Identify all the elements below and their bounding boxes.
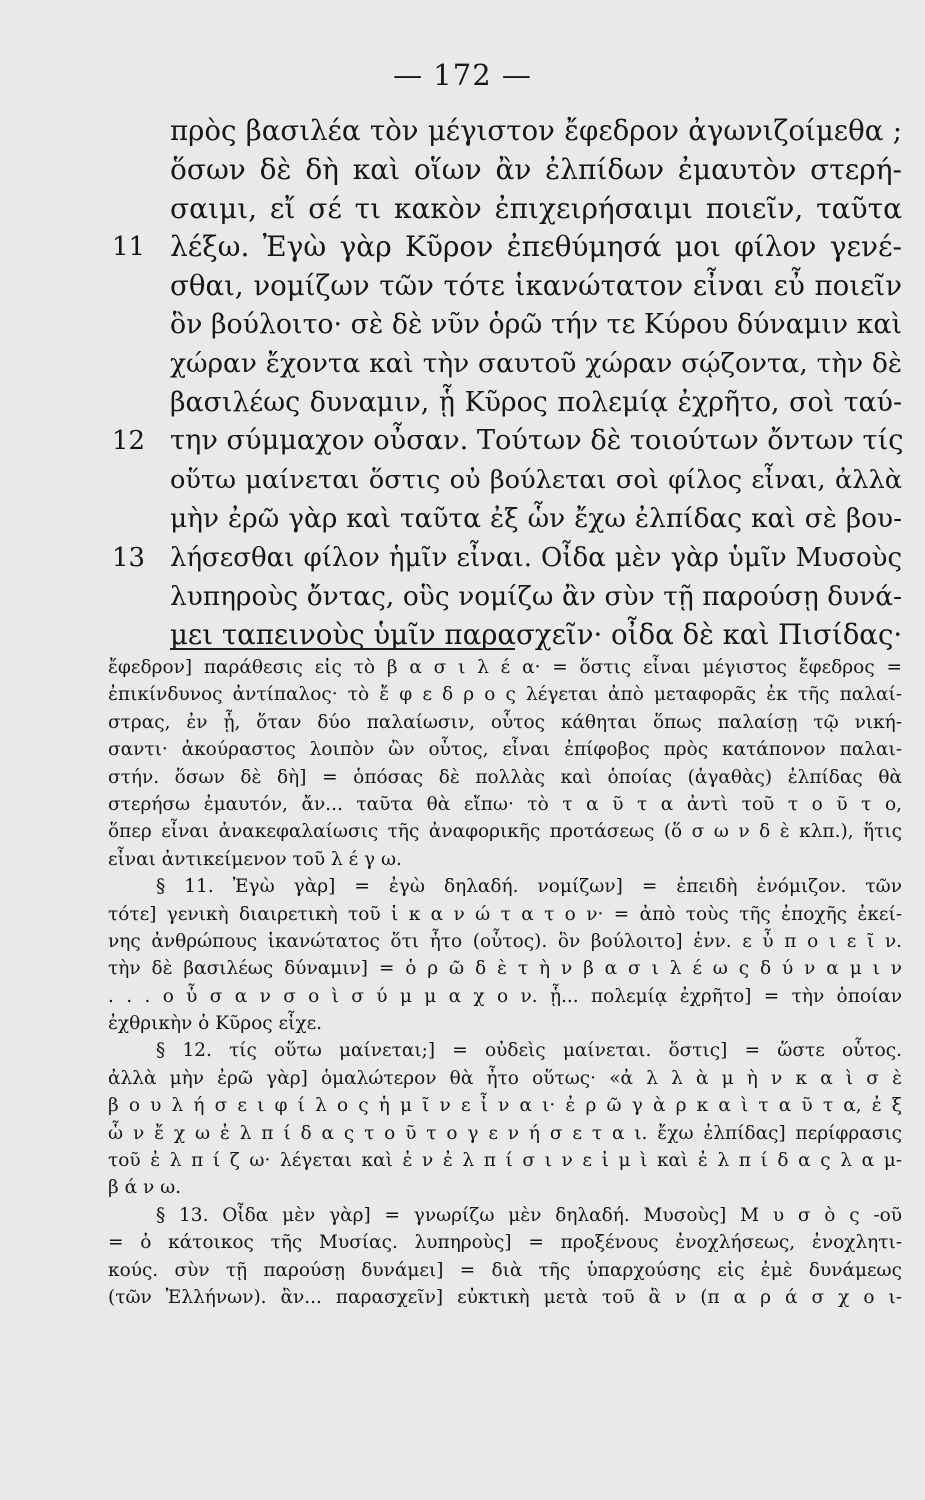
text-line [112, 151, 902, 190]
footnotes [108, 654, 902, 1311]
footnote-line: ὧ ν ἔ χ ω ἐ λ π ί δ α ς τ ο ῦ τ ο γ ε ν ή σ ε τ α ι. ἔχω ἐλπίδας] περίφρασις [108, 1122, 902, 1144]
text-line [112, 384, 902, 423]
text-line [112, 578, 902, 617]
footnote-line: § 13. Οἶδα μὲν γὰρ] = γνωρίζω μὲν δηλαδή. Μυσοὺς] Μ υ σ ὸ ς -οῦ [156, 1204, 902, 1226]
text-line [112, 539, 902, 578]
main-text [112, 112, 902, 655]
line-text: ὅσων δὲ δὴ καὶ οἵων ἂν ἐλπίδων ἐμαυτὸν στερή- [170, 152, 902, 186]
footnote-line: § 11. Ἐγὼ γὰρ] = ἐγὼ δηλαδή. νομίζων] = ἐπειδὴ ἐνόμιζον. τῶν [156, 876, 902, 898]
line-text: οὕτω μαίνεται ὅστις οὐ βούλεται σοὶ φίλος εἶναι, ἀλλὰ [170, 465, 902, 496]
text-line [112, 461, 902, 500]
text-line [112, 500, 902, 539]
line-text: μὴν ἐρῶ γὰρ καὶ ταῦτα ἐξ ὧν ἔχω ἐλπίδας καὶ σὲ βου- [170, 502, 902, 534]
page-number: — 172 — [393, 58, 532, 92]
footnote-line: στερήσω ἐμαυτόν, ἄν... ταῦτα θὰ εἴπω· τὸ τ α ῦ τ α ἀντὶ τοῦ τ ο ῦ τ ο, [108, 793, 902, 815]
line-text: χώραν ἔχοντα καὶ τὴν σαυτοῦ χώραν σῴζοντα, τὴν δὲ [170, 347, 902, 379]
line-number: 12 [112, 426, 146, 457]
line-number: 13 [112, 542, 146, 573]
line-number: 11 [112, 232, 146, 263]
line-text: λέξω. Ἐγὼ γὰρ Κῦρον ἐπεθύμησά μοι φίλον γενέ- [170, 230, 902, 264]
text-line [112, 190, 902, 229]
line-text: σθαι, νομίζων τῶν τότε ἱκανώτατον εἶναι εὖ ποιεῖν [170, 269, 902, 303]
line-text: μει ταπεινοὺς ὑμῖν παρασχεῖν· οἶδα δὲ καὶ Πισίδας· [170, 618, 903, 652]
text-line [112, 345, 902, 384]
footnote-line: ὅπερ εἶναι ἀνακεφαλαίωσις τῆς ἀναφορικῆς προτάσεως (ὅ σ ω ν δ ὲ κλπ.), ἥτις [108, 821, 902, 843]
footnote-line: ἔφεδρον] παράθεσις εἰς τὸ β α σ ι λ έ α· = ὅστις εἶναι μέγιστος ἔφεδρος = [108, 657, 902, 678]
text-line [112, 422, 902, 461]
text-line [112, 306, 902, 345]
footnote-line: τοῦ ἐ λ π ί ζ ω· λέγεται καὶ ἐ ν ἐ λ π ί σ ι ν ε ἰ μ ὶ καὶ ἐ λ π ί δ α ς λ α μ- [108, 1150, 902, 1172]
text-line [112, 228, 902, 267]
text-line [112, 267, 902, 306]
footnote-line: εἶναι ἀντικείμενον τοῦ λ έ γ ω. [108, 848, 402, 870]
line-text: σαιμι, εἴ σέ τι κακὸν ἐπιχειρήσαιμι ποιεῖν, ταῦτα [170, 191, 902, 225]
text-line [112, 112, 902, 151]
footnote-line: νης ἀνθρώπους ἱκανώτατος ὅτι ἦτο (οὗτος). ὃν βούλοιτο] ἐνν. ε ὖ π ο ι ε ῖ ν. [108, 930, 902, 952]
footnote-line: . . . ο ὖ σ α ν σ ο ὶ σ ύ μ μ α χ ο ν. ᾗ... πολεμίᾳ ἐχρῆτο] = τὴν ὁποίαν [108, 985, 902, 1007]
footnote-line: ἐπικίνδυνος ἀντίπαλος· τὸ ἔ φ ε δ ρ ο ς λέγεται ἀπὸ μεταφορᾶς ἐκ τῆς παλαί- [108, 684, 902, 706]
line-text: βασιλέως δυναμιν, ᾗ Κῦρος πολεμίᾳ ἐχρῆτο, σοὶ ταύ- [170, 386, 902, 418]
footnote-line: β ο υ λ ή σ ε ι φ ί λ ο ς ἡ μ ῖ ν ε ἶ ν α ι· ἐ ρ ῶ γ ὰ ρ κ α ὶ τ α ῦ τ α, ἐ ξ [108, 1095, 902, 1117]
footnote-line: στήν. ὅσων δὲ δὴ] = ὁπόσας δὲ πολλὰς καὶ ὁποίας (ἀγαθὰς) ἐλπίδας θὰ [108, 766, 902, 788]
footnote-line: ἀλλὰ μὴν ἐρῶ γὰρ] ὁμαλώτερον θὰ ἦτο οὕτως· «ἀ λ λ ὰ μ ὴ ν κ α ὶ σ ὲ [108, 1067, 902, 1089]
line-text: λυπηροὺς ὄντας, οὓς νομίζω ἂν σὺν τῇ παρούσῃ δυνά- [170, 580, 902, 612]
footnote-line: στρας, ἐν ᾗ, ὅταν δύο παλαίωσιν, οὗτος κάθηται ὅπως παλαίσῃ τῷ νική- [108, 711, 902, 733]
footnote-line: σαντι· ἀκούραστος λοιπὸν ὢν οὗτος, εἶναι ἐπίφοβος πρὸς κατάπονον παλαι- [108, 739, 902, 761]
footnote-line: § 12. τίς οὕτω μαίνεται;] = οὐδεὶς μαίνεται. ὅστις] = ὥστε οὗτος. [156, 1040, 902, 1062]
footnote-line: κούς. σὺν τῇ παρούσῃ δυνάμει] = διὰ τῆς ὑπαρχούσης εἰς ἐμὲ δυνάμεως [108, 1259, 902, 1281]
footnote-line: τὴν δὲ βασιλέως δύναμιν] = ὁ ρ ῶ δ ὲ τ ὴ ν β α σ ι λ έ ω ς δ ύ ν α μ ι ν [108, 958, 902, 980]
footnote-line: τότε] γενικὴ διαιρετικὴ τοῦ ἱ κ α ν ώ τ α τ ο ν· = ἀπὸ τοὺς τῆς ἐποχῆς ἐκεί- [108, 903, 902, 925]
line-text: ὃν βούλοιτο· σὲ δὲ νῦν ὁρῶ τήν τε Κύρου δύναμιν καὶ [170, 308, 902, 340]
footnote-line: = ὁ κάτοικος τῆς Μυσίας. λυπηροὺς] = προξένους ἐνοχλήσεως, ἐνοχλητι- [108, 1232, 902, 1254]
line-text: την σύμμαχον οὖσαν. Τούτων δὲ τοιούτων ὄντων τίς [170, 425, 904, 457]
footnote-line: ἐχθρικὴν ὁ Κῦρος εἶχε. [108, 1013, 323, 1035]
line-text: λήσεσθαι φίλον ἡμῖν εἶναι. Οἶδα μὲν γὰρ ὑμῖν Μυσοὺς [170, 542, 902, 573]
footnote-line: (τῶν Ἑλλήνων). ἂν... παρασχεῖν] εὐκτικὴ μετὰ τοῦ ἂ ν (π α ρ ά σ χ ο ι- [108, 1286, 902, 1308]
footnote-divider [170, 648, 515, 650]
footnote-line: β ά ν ω. [108, 1177, 182, 1199]
line-text: πρὸς βασιλέα τὸν μέγιστον ἔφεδρον ἀγωνιζοίμεθα ; [170, 114, 902, 147]
